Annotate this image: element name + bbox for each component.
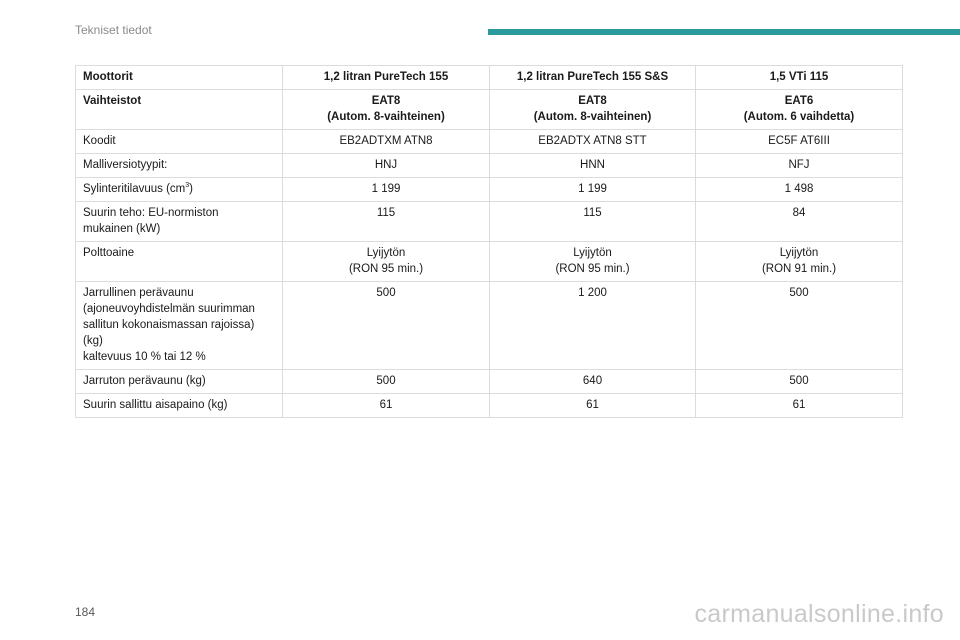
engine-spec-table <box>75 65 903 418</box>
cell-text: (ajoneuvoyhdistelmän suurimman <box>83 303 255 315</box>
cell-text: Lyijytön <box>573 247 612 259</box>
cell-text: 1 498 <box>784 183 814 195</box>
table-row <box>76 242 903 282</box>
header-accent-bar <box>488 29 960 35</box>
cell-text: 500 <box>789 287 809 299</box>
value-cell <box>283 154 490 178</box>
page-number: 184 <box>75 605 96 619</box>
cell-text: EC5F AT6III <box>768 135 830 147</box>
cell-text: EAT6 <box>784 95 814 107</box>
row-label-cell <box>76 370 283 394</box>
value-cell <box>490 282 696 370</box>
table-row <box>76 66 903 90</box>
value-cell <box>490 178 696 202</box>
cell-text: 1,2 litran PureTech 155 S&S <box>516 71 669 83</box>
table-row <box>76 370 903 394</box>
value-cell <box>696 154 903 178</box>
table-row <box>76 202 903 242</box>
cell-text: 61 <box>379 399 393 411</box>
row-label-cell <box>76 90 283 130</box>
value-cell <box>696 90 903 130</box>
value-cell <box>696 66 903 90</box>
cell-text: 115 <box>376 207 396 219</box>
cell-text: EB2ADTXM ATN8 <box>339 135 433 147</box>
cell-text: Suurin sallittu aisapaino (kg) <box>83 399 228 411</box>
value-cell <box>490 90 696 130</box>
cell-text: 1,2 litran PureTech 155 <box>323 71 449 83</box>
cell-text: Jarruton perävaunu (kg) <box>83 375 206 387</box>
cell-text: EAT8 <box>578 95 607 107</box>
table-row <box>76 282 903 370</box>
value-cell <box>696 282 903 370</box>
cell-text: 61 <box>586 399 599 411</box>
value-cell <box>283 202 490 242</box>
cell-text-suffix: ) <box>189 183 193 195</box>
cell-text: (RON 95 min.) <box>555 263 630 275</box>
cell-text: 1 199 <box>578 183 607 195</box>
cell-text: Koodit <box>83 135 116 147</box>
value-cell <box>696 370 903 394</box>
cell-text: sallitun kokonaismassan rajoissa) <box>83 319 255 331</box>
value-cell <box>490 394 696 418</box>
spec-table-body <box>76 66 903 418</box>
cell-text: Sylinteritilavuus $(cm^3)$ <box>83 182 193 195</box>
cell-text: 640 <box>582 375 603 387</box>
table-row <box>76 394 903 418</box>
row-label-cell <box>76 130 283 154</box>
value-cell <box>283 282 490 370</box>
cell-text: Lyijytön <box>779 247 819 259</box>
value-cell <box>283 394 490 418</box>
value-cell <box>283 130 490 154</box>
cell-text: (kg) <box>83 335 103 347</box>
value-cell <box>696 394 903 418</box>
superscript: 3 <box>185 182 190 190</box>
value-cell <box>283 242 490 282</box>
cell-text: 500 <box>376 287 396 299</box>
value-cell <box>490 130 696 154</box>
value-cell <box>490 370 696 394</box>
row-label-cell <box>76 282 283 370</box>
cell-text: Jarrullinen perävaunu <box>83 287 194 299</box>
cell-text: kaltevuus 10 % tai 12 % <box>83 351 206 363</box>
cell-text: Suurin teho: EU-normiston <box>83 207 219 219</box>
cell-text: Vaihteistot <box>83 95 142 107</box>
value-cell <box>490 154 696 178</box>
value-cell <box>696 242 903 282</box>
row-label-cell <box>76 242 283 282</box>
cell-text: (Autom. 6 vaihdetta) <box>743 111 855 123</box>
row-label-cell <box>76 154 283 178</box>
value-cell <box>283 178 490 202</box>
cell-text: Moottorit <box>83 71 133 83</box>
table-row <box>76 154 903 178</box>
row-label-cell <box>76 394 283 418</box>
cell-text: Malliversiotyypit: <box>83 159 168 171</box>
cell-text: 500 <box>376 375 396 387</box>
value-cell <box>283 66 490 90</box>
cell-text: (Autom. 8-vaihteinen) <box>327 111 445 123</box>
value-cell <box>696 178 903 202</box>
value-cell <box>490 202 696 242</box>
row-label-cell <box>76 66 283 90</box>
value-cell <box>696 130 903 154</box>
cell-text: 1,5 VTi 115 <box>769 71 829 83</box>
cell-text: 500 <box>789 375 809 387</box>
cell-text: (Autom. 8-vaihteinen) <box>533 111 652 123</box>
cell-text: (RON 95 min.) <box>348 263 424 275</box>
value-cell <box>696 202 903 242</box>
cell-text: 61 <box>792 399 806 411</box>
cell-text: 84 <box>792 207 806 219</box>
cell-text: HNJ <box>374 159 398 171</box>
cell-text: NFJ <box>788 159 810 171</box>
cell-text: EB2ADTX ATN8 STT <box>538 135 647 147</box>
row-label-cell <box>76 202 283 242</box>
cell-text: EAT8 <box>371 95 401 107</box>
value-cell <box>283 370 490 394</box>
table-row <box>76 90 903 130</box>
cell-text: (RON 91 min.) <box>761 263 837 275</box>
table-row <box>76 178 903 202</box>
cell-text: Lyijytön <box>366 247 406 259</box>
table-row <box>76 130 903 154</box>
value-cell <box>283 90 490 130</box>
cell-text: HNN <box>580 159 605 171</box>
value-cell <box>490 66 696 90</box>
cell-text: mukainen (kW) <box>83 223 161 235</box>
cell-text: Polttoaine <box>83 247 135 259</box>
page-section-title: Tekniset tiedot <box>75 23 152 37</box>
value-cell <box>490 242 696 282</box>
watermark: carmanualsonline.info <box>694 600 944 628</box>
cell-text: 1 199 <box>371 183 401 195</box>
row-label-cell <box>76 178 283 202</box>
cell-text: 1 200 <box>578 287 607 299</box>
cell-text: 115 <box>583 207 602 219</box>
